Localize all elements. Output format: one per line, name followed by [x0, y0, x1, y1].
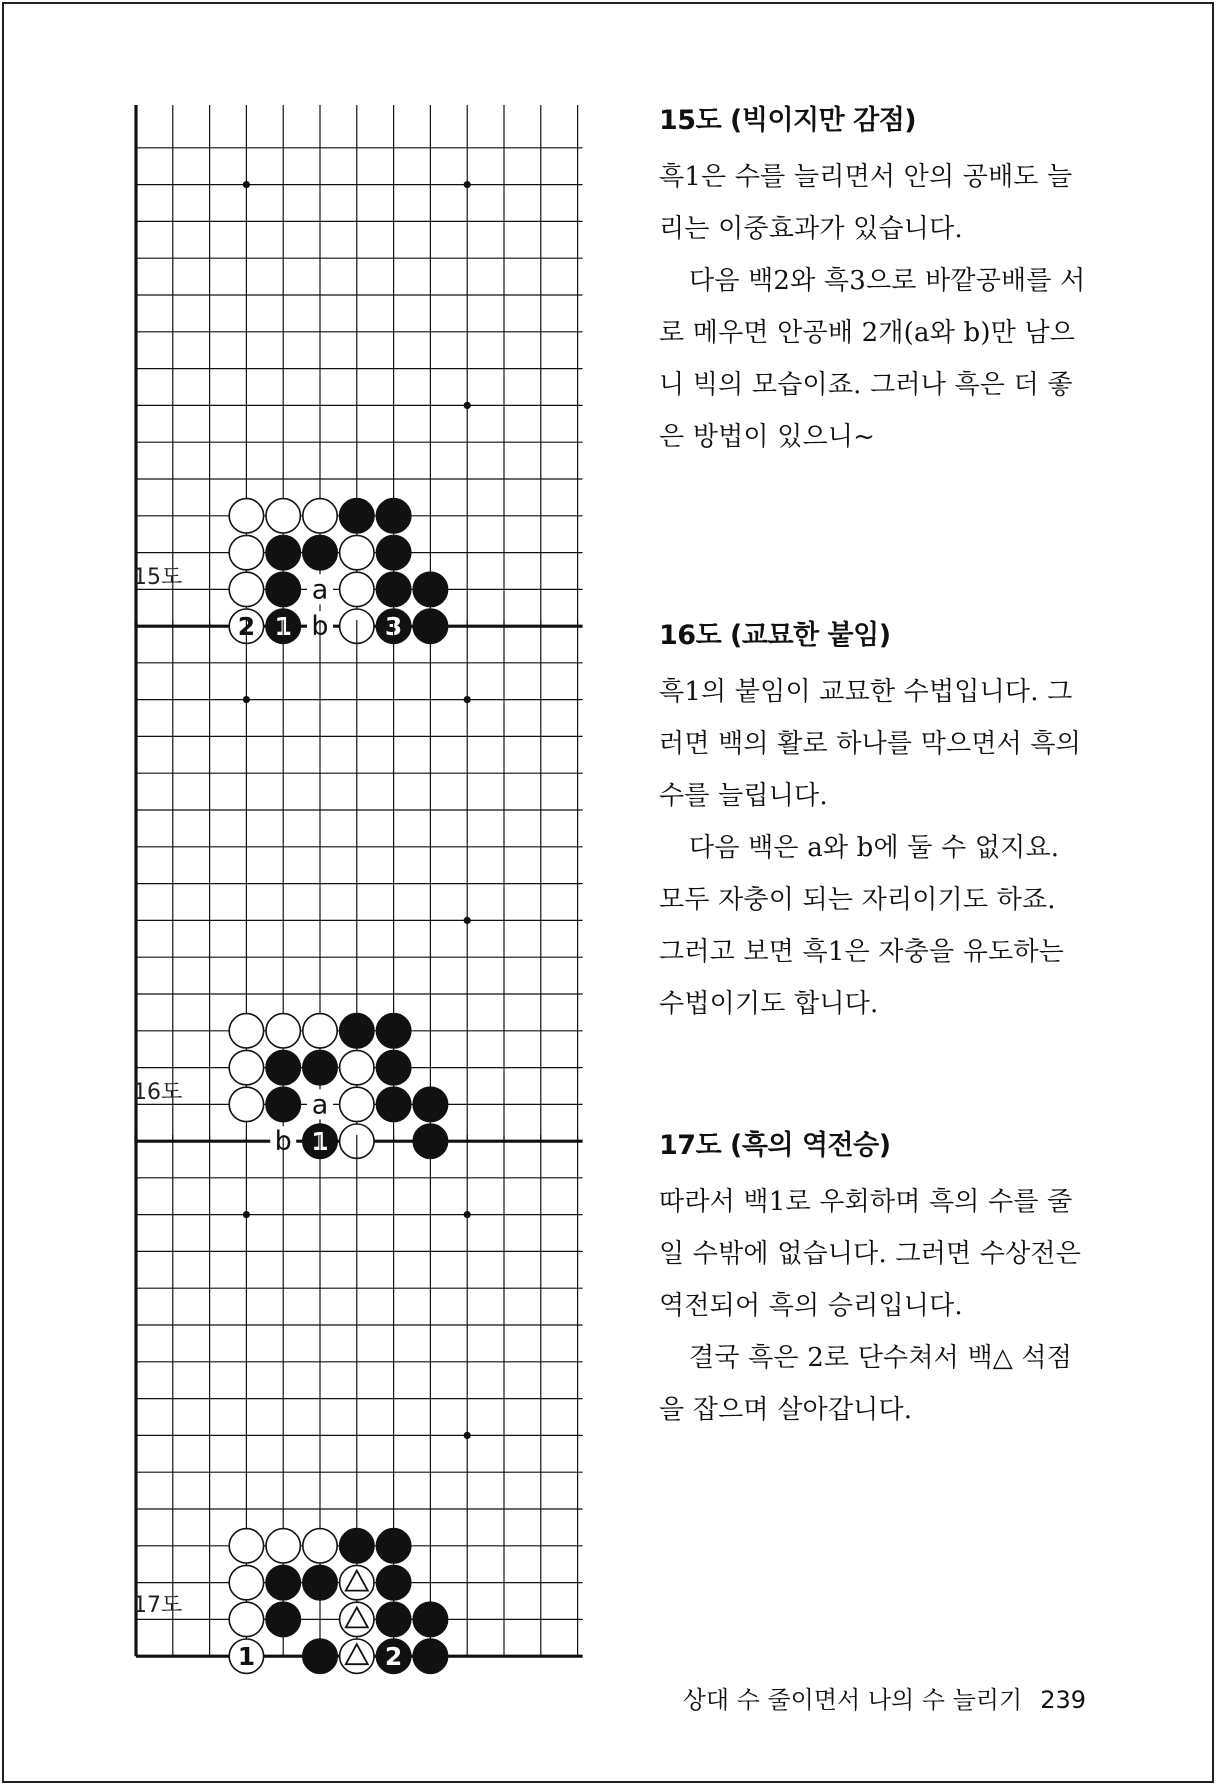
black-stone — [376, 535, 410, 569]
black-stone — [340, 1014, 374, 1048]
star-point — [464, 917, 471, 924]
star-point — [464, 181, 471, 188]
stone-number: 2 — [237, 612, 256, 642]
white-stone — [229, 499, 263, 533]
point-label: b — [274, 1126, 292, 1158]
figure-caption: 17도 — [133, 1593, 183, 1618]
black-stone — [266, 572, 300, 606]
white-stone — [229, 1050, 263, 1084]
black-stone — [413, 1087, 447, 1121]
text-block-15 — [659, 103, 1089, 463]
white-stone — [340, 572, 374, 606]
black-stone — [376, 1565, 410, 1599]
chapter-title: 상대 수 줄이면서 나의 수 늘리기 — [682, 1686, 1023, 1714]
section-heading: 16도 (교묘한 붙임) — [659, 620, 891, 651]
black-stone — [376, 1529, 410, 1563]
point-label: a — [311, 574, 329, 606]
figure-caption: 15도 — [133, 565, 183, 590]
black-stone — [376, 1602, 410, 1636]
section-heading: 15도 (빅이지만 감점) — [659, 105, 917, 136]
black-stone — [303, 535, 337, 569]
black-stone — [376, 1087, 410, 1121]
black-stone — [266, 1602, 300, 1636]
black-stone — [413, 1639, 447, 1673]
stone-number: 1 — [237, 1642, 256, 1672]
white-stone — [266, 1014, 300, 1048]
page-footer — [683, 1680, 1086, 1715]
black-stone — [376, 1050, 410, 1084]
black-stone — [413, 1602, 447, 1636]
white-stone — [229, 1565, 263, 1599]
paragraph: 결국 흑은 2로 단수쳐서 백△ 석점을 잡으며 살아갑니다. — [659, 1343, 1073, 1425]
black-stone — [266, 1087, 300, 1121]
page-number: 239 — [1040, 1686, 1086, 1714]
black-stone — [266, 535, 300, 569]
point-label: b — [311, 611, 329, 643]
star-point — [243, 181, 250, 188]
black-stone — [266, 1050, 300, 1084]
black-stone — [303, 1639, 337, 1673]
paragraph: 흑1은 수를 늘리면서 안의 공배도 늘리는 이중효과가 있습니다. — [659, 162, 1073, 244]
point-label: a — [311, 1089, 329, 1121]
section-heading: 17도 (흑의 역전승) — [659, 1130, 891, 1161]
paragraph: 다음 백은 a와 b에 둘 수 없지요. 모두 자충이 되는 자리이기도 하죠. 그러고 보면 흑1은 자충을 유도하는 수법이기도 합니다. — [659, 833, 1065, 1019]
white-stone — [229, 1014, 263, 1048]
black-stone — [376, 572, 410, 606]
black-stone — [376, 499, 410, 533]
black-stone — [376, 1014, 410, 1048]
white-stone — [303, 1014, 337, 1048]
white-stone — [229, 1602, 263, 1636]
white-stone — [266, 499, 300, 533]
paragraph: 흑1의 붙임이 교묘한 수법입니다. 그러면 백의 활로 하나를 막으면서 흑의 수를 늘립니다. — [659, 677, 1082, 811]
black-stone — [340, 1529, 374, 1563]
stone-number: 3 — [384, 612, 403, 642]
white-stone — [229, 572, 263, 606]
white-stone — [340, 1087, 374, 1121]
black-stone — [303, 1565, 337, 1599]
figure-caption: 16도 — [133, 1080, 183, 1105]
stone-number: 1 — [274, 612, 292, 642]
black-stone — [303, 1050, 337, 1084]
white-stone — [303, 499, 337, 533]
star-point — [243, 696, 250, 703]
black-stone — [340, 499, 374, 533]
white-stone — [229, 1087, 263, 1121]
paragraph: 따라서 백1로 우회하며 흑의 수를 줄일 수밖에 없습니다. 그러면 수상전은 역전되어 흑의 승리입니다. — [659, 1187, 1082, 1321]
stone-number: 1 — [311, 1127, 329, 1157]
white-stone — [340, 535, 374, 569]
paragraph: 다음 백2와 흑3으로 바깥공배를 서로 메우면 안공배 2개(a와 b)만 남으니 빅의 모습이죠. 그러나 흑은 더 좋은 방법이 있으니~ — [659, 266, 1086, 452]
text-block-17 — [659, 1128, 1089, 1436]
star-point — [243, 1211, 250, 1218]
black-stone — [266, 1565, 300, 1599]
white-stone — [266, 1529, 300, 1563]
white-stone — [340, 1050, 374, 1084]
star-point — [464, 1211, 471, 1218]
white-stone — [303, 1529, 337, 1563]
stone-number: 2 — [384, 1642, 403, 1672]
star-point — [464, 1432, 471, 1439]
text-block-16 — [659, 618, 1089, 1030]
white-stone — [229, 535, 263, 569]
white-stone — [229, 1529, 263, 1563]
star-point — [464, 696, 471, 703]
star-point — [464, 402, 471, 409]
black-stone — [413, 572, 447, 606]
